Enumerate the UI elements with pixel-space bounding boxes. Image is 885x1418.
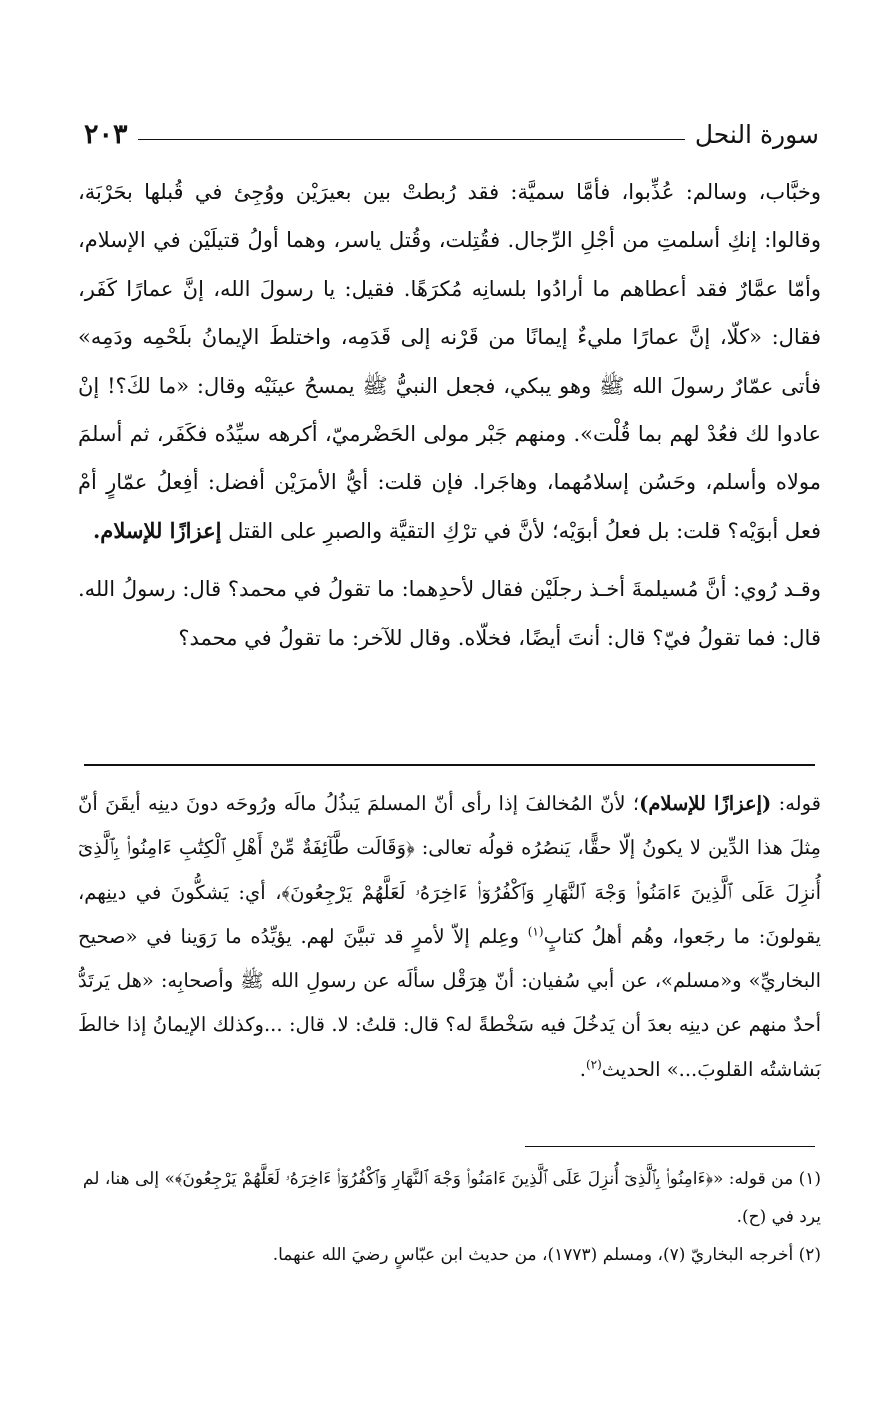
footnote-ref-1: (١): [527, 924, 544, 939]
main-paragraph-1-body: وخبَّاب، وسالم: عُذِّبوا، فأمَّا سميَّة: فقد رُبطتْ بين بعيرَيْن ووُجِئ في قُبلها بحَرْبَة، وقالوا: إنكِ أسلمتِ من أجْلِ الرِّجال. فقُتِلت، وقُتل ياسر، وهما أولُ قتيلَيْن في الإسلام، وأمّا عمَّارٌ فقد أعطاهم ما أرادُوا بلسانِه مُكرَهًا. فقيل: يا رسولَ الله، إنَّ عمارًا كَفَر، فقال: «كلّا، إنَّ عمارًا مليءٌ إيمانًا من قَرْنه إلى قَدَمِه، واختلطَ الإيمانُ بلَحْمِه ودَمِه» فأتى عمّارٌ رسولَ الله ﷺ وهو يبكي، فجعل النبيُّ ﷺ يمسحُ عينَيْه وقال: «ما لكَ؟! إنْ عادوا لك فعُدْ لهم بما قُلْت». ومنهم جَبْر مولى الحَضْرميّ، أكرهه سيِّدُه فكَفَر، ثم أسلمَ مولاه وأسلم، وحَسُن إسلامُهما، وهاجَرا. فإن قلت: أيُّ الأمرَيْن أفضل: أفِعلُ عمّارٍ أمْ فعل أبوَيْه؟ قلت: بل فعلُ أبوَيْه؛ لأنَّ في ترْكِ التقيَّة والصبرِ على: [78, 180, 821, 543]
main-paragraph-2: وقـد رُوي: أنَّ مُسيلمةَ أخـذ رجلَيْن فقال لأحدِهما: ما تقولُ في محمد؟ قال: رسولُ الله. قال: فما تقولُ فيّ؟ قال: أنتَ أيضًا، فخلّاه. وقال للآخر: ما تقولُ في محمد؟: [78, 577, 821, 650]
commentary-end: .: [579, 1057, 586, 1081]
surah-title: سورة النحل: [694, 119, 819, 149]
commentary-lead: قوله:: [778, 792, 822, 815]
page-number: ٢٠٣: [84, 118, 128, 150]
commentary-paragraph: [78, 782, 821, 1092]
page-header: [84, 112, 819, 156]
main-paragraph-1-emphasis: إعزازًا للإسلام.: [93, 517, 222, 543]
commentary-text: [78, 782, 821, 1092]
header-rule: [138, 139, 685, 140]
commentary-body-b: وعِلم إلاّ لأمرٍ قد تبيَّنَ لهم. يؤيِّدُه ما رَوَينا في «صحيح البخاريِّ» و«مسلم»، عن أبي سُفيان: أنّ هِرَقْل سألَه عن رسولِ الله ﷺ وأصحابِه: «هل يَرتَدُّ أحدٌ منهم عن دينِه بعدَ أن يَدخُلَ فيه سَخْطةً له؟ قال: قلتُ: لا. قال: ...وكذلك الإيمانُ إذا خالطَ بَشاشتُه القلوبَ...» الحديث: [78, 924, 821, 1081]
footnote-rule: [525, 1146, 815, 1147]
commentary-quote: (إعزازًا للإسلام): [639, 792, 772, 815]
main-paragraph-1: [78, 168, 821, 555]
footnotes: [78, 1160, 821, 1274]
footnote-2: (٢) أخرجه البخاريّ (٧)، ومسلم (١٧٧٣)، من حديث ابن عبّاسٍ رضيَ الله عنهما.: [272, 1245, 821, 1265]
footnote-1: (١) من قوله: «﴿ءَامِنُوا۟ بِٱلَّذِىٓ أُنزِلَ عَلَى ٱلَّذِينَ ءَامَنُوا۟ وَجْهَ ٱلنَّهَارِ وَٱكْفُرُوٓا۟ ءَاخِرَهُۥ لَعَلَّهُمْ يَرْجِعُونَ﴾» إلى هنا، لم يرد في (ح).: [82, 1169, 821, 1227]
main-text: [78, 168, 821, 662]
commentary-body-a: ؛ لأنّ المُخالفَ إذا رأى أنّ المسلمَ يَبذُلُ مالَه ورُوحَه دونَ دينِه أيقَنَ أنّ مِثلَ هذا الدِّين لا يكونُ إلّا حقًّا، يَنصُرُه قولُه تعالى: ﴿وَقَالَت طَّآئِفَةٌ مِّنْ أَهْلِ ٱلْكِتَٰبِ ءَامِنُوا۟ بِٱلَّذِىٓ أُنزِلَ عَلَى ٱلَّذِينَ ءَامَنُوا۟ وَجْهَ ٱلنَّهَارِ وَٱكْفُرُوٓا۟ ءَاخِرَهُۥ لَعَلَّهُمْ يَرْجِعُونَ﴾، أي: يَشكُّونَ في دينِهم، يقولونَ: ما رجَعوا، وهُم أهلُ كتابٍ: [78, 792, 821, 948]
commentary-separator: [84, 764, 815, 766]
footnote-ref-2: (٢): [585, 1057, 602, 1072]
main-paragraph-1-tail: القتل: [228, 518, 274, 543]
